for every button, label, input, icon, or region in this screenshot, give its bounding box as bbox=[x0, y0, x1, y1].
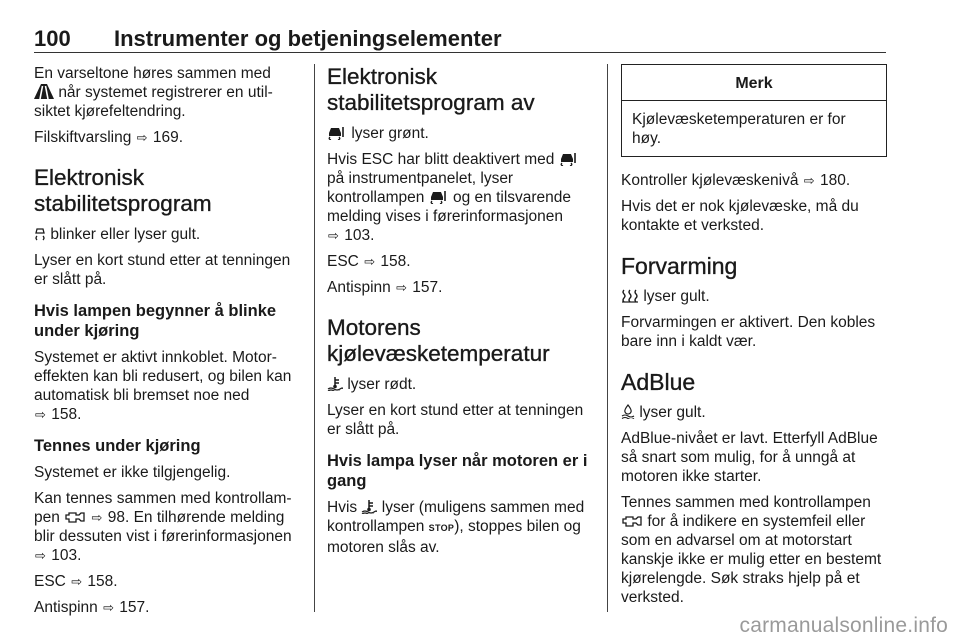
on-text-2: Kan tennes sammen med kontrollam-pen ⇨ 98. En tilhørende melding blir dessuten vist i førerinformasjonen ⇨ 103. bbox=[34, 490, 292, 564]
coolant-temp-sub-heading: Hvis lampa lyser når motoren er i gang bbox=[327, 452, 588, 490]
engine-warning-icon bbox=[64, 510, 86, 524]
blink-heading: Hvis lampen begynner å blinke under kjøring bbox=[34, 302, 277, 340]
coolant-temp-brief: Lyser en kort stund etter at tenningen er slått på. bbox=[327, 402, 584, 438]
page-link[interactable]: 180. bbox=[820, 172, 851, 189]
engine-warning-icon bbox=[621, 514, 643, 528]
coolant-temp-heading: Motorens kjølevæsketemperatur bbox=[327, 315, 550, 366]
adblue-text: AdBlue-nivået er lavt. Etterfyll AdBlue så snart som mulig, for å unngå at motoren ikke starter. bbox=[621, 430, 878, 485]
column-2 bbox=[327, 64, 593, 564]
page-ref-arrow-icon: ⇨ bbox=[328, 228, 339, 243]
page-link[interactable]: 103. bbox=[51, 547, 82, 564]
esc-off-icon bbox=[327, 126, 347, 140]
preheat-heading: Forvarming bbox=[621, 253, 738, 279]
esc-heading: Elektronisk stabilitetsprogram bbox=[34, 165, 212, 216]
column-divider-1 bbox=[314, 64, 315, 612]
page-link[interactable]: 169. bbox=[152, 129, 184, 146]
page-ref-arrow-icon: ⇨ bbox=[91, 510, 103, 525]
esc-ref: ESC ⇨ 158. bbox=[327, 253, 411, 270]
esc-off-state: lyser grønt. bbox=[327, 124, 593, 143]
esc-off-heading: Elektronisk stabilitetsprogram av bbox=[327, 64, 535, 115]
intro-paragraph: En varseltone høres sammen med når systemet registrerer en util-siktet kjørefeltendring. bbox=[34, 65, 273, 120]
preheat-text: Forvarmingen er aktivert. Den kobles bare inn i kaldt vær. bbox=[621, 314, 876, 350]
page-ref-arrow-icon: ⇨ bbox=[136, 130, 148, 145]
page-link[interactable]: 158. bbox=[51, 406, 82, 423]
preheat-state: lyser gult. bbox=[621, 287, 887, 306]
page-ref-arrow-icon: ⇨ bbox=[35, 407, 46, 422]
page-ref-arrow-icon: ⇨ bbox=[35, 548, 46, 563]
check-coolant: Kontroller kjølevæskenivå ⇨ 180. bbox=[621, 172, 851, 189]
note-text: Kjølevæsketemperaturen er for høy. bbox=[632, 111, 846, 147]
on-heading: Tennes under kjøring bbox=[34, 437, 201, 455]
adblue-state: lyser gult. bbox=[621, 403, 887, 422]
page-title: Instrumenter og betjeningselementer bbox=[114, 26, 502, 51]
coolant-temperature-icon bbox=[327, 377, 343, 391]
tc-ref: Antispinn ⇨ 157. bbox=[34, 599, 150, 616]
esc-off-icon bbox=[559, 152, 579, 166]
shift-warning-ref: Filskiftvarsling ⇨ 169. bbox=[34, 129, 184, 146]
watermark: carmanualsonline.info bbox=[739, 614, 948, 637]
note-title: Merk bbox=[622, 65, 886, 101]
page-ref-arrow-icon: ⇨ bbox=[103, 600, 114, 615]
page-link[interactable]: 103. bbox=[344, 227, 375, 244]
column-1 bbox=[34, 64, 300, 624]
column-3 bbox=[621, 64, 887, 614]
blink-text: Systemet er aktivt innkoblet. Motor-effekten kan bli redusert, og bilen kan automatisk bli bremset noe ned ⇨ 158. bbox=[34, 349, 292, 423]
esc-state: blinker eller lyser gult. bbox=[34, 225, 300, 244]
page-link[interactable]: 158. bbox=[87, 573, 118, 590]
page-number: 100 bbox=[34, 26, 71, 51]
page-link[interactable]: 158. bbox=[380, 253, 411, 270]
page-ref-arrow-icon: ⇨ bbox=[71, 574, 83, 589]
tc-ref: Antispinn ⇨ 157. bbox=[327, 279, 443, 296]
page-header bbox=[34, 26, 886, 52]
coolant-temperature-icon bbox=[361, 500, 377, 514]
esc-ref: ESC ⇨ 158. bbox=[34, 573, 118, 590]
page-link[interactable]: 157. bbox=[412, 279, 443, 296]
enough-coolant: Hvis det er nok kjølevæske, må du kontakte et verksted. bbox=[621, 198, 859, 234]
glow-plug-icon bbox=[621, 289, 639, 303]
esc-off-icon bbox=[429, 190, 449, 204]
adblue-text-2: Tennes sammen med kontrollampen for å indikere en systemfeil eller som en advarsel om at motorstart kanskje ikke er mulig etter en bestemt kjørelengde. Søk straks hjelp på et verksted. bbox=[621, 494, 882, 606]
adblue-icon bbox=[621, 404, 635, 419]
page-ref-arrow-icon: ⇨ bbox=[396, 280, 407, 295]
coolant-temp-state: lyser rødt. bbox=[327, 375, 593, 394]
esc-brief: Lyser en kort stund etter at tenningen er slått på. bbox=[34, 252, 291, 288]
page-link[interactable]: 157. bbox=[119, 599, 150, 616]
lane-change-icon bbox=[34, 84, 54, 99]
stop-icon: STOP bbox=[428, 523, 455, 533]
page-ref-arrow-icon: ⇨ bbox=[364, 254, 376, 269]
adblue-heading: AdBlue bbox=[621, 369, 696, 395]
on-text-1: Systemet er ikke tilgjengelig. bbox=[34, 464, 231, 481]
header-divider bbox=[34, 52, 886, 53]
esc-car-skid-icon bbox=[34, 227, 46, 241]
page-ref-arrow-icon: ⇨ bbox=[803, 173, 815, 188]
coolant-temp-text: Hvis lyser (muligens sammen med kontrollampen STOP), stoppes bilen og motoren slås av. bbox=[327, 499, 585, 556]
column-divider-2 bbox=[607, 64, 608, 612]
note-box bbox=[621, 64, 887, 157]
esc-off-text: Hvis ESC har blitt deaktivert med på instrumentpanelet, lyser kontrollampen og en tilsvarende melding vises i førerinformasjonen ⇨ 103. bbox=[327, 150, 593, 245]
